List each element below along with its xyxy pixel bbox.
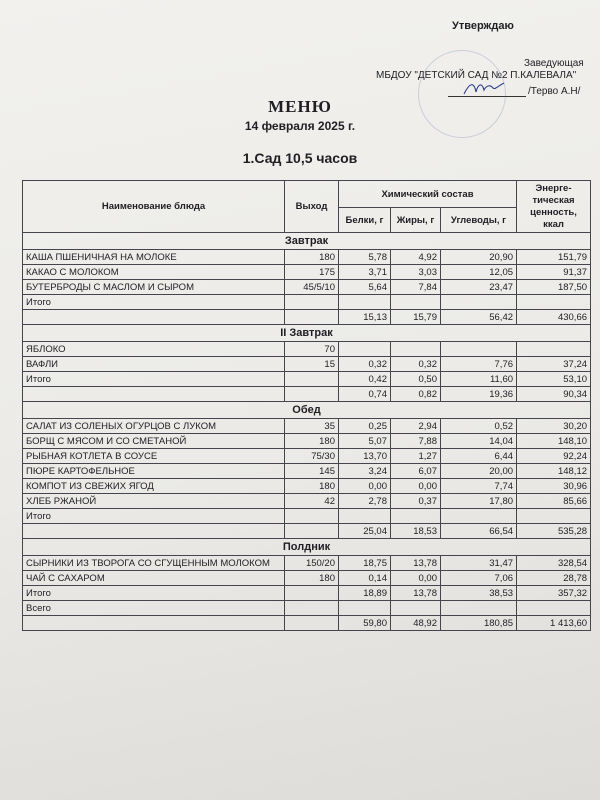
cell-protein [339, 509, 391, 524]
cell-yield [285, 372, 339, 387]
table-row [23, 524, 591, 539]
cell-fat: 0,32 [391, 357, 441, 372]
menu-date: 14 февраля 2025 г. [244, 119, 356, 133]
cell-carbs: 180,85 [441, 616, 517, 631]
cell-carbs [441, 601, 517, 616]
cell-fat: 0,00 [391, 571, 441, 586]
cell-yield: 42 [285, 494, 339, 509]
cell-carbs: 19,36 [441, 387, 517, 402]
cell-carbs: 38,53 [441, 586, 517, 601]
cell-energy: 90,34 [517, 387, 591, 402]
cell-energy: 92,24 [517, 449, 591, 464]
cell-yield: 145 [285, 464, 339, 479]
cell-carbs: 23,47 [441, 280, 517, 295]
column-header-chemical: Химический состав [339, 181, 517, 208]
cell-energy: 535,28 [517, 524, 591, 539]
table-row [23, 479, 591, 494]
cell-fat [391, 295, 441, 310]
cell-yield: 180 [285, 571, 339, 586]
cell-protein: 0,32 [339, 357, 391, 372]
approver-name: /Терво А.Н/ [528, 86, 581, 97]
cell-yield [285, 310, 339, 325]
section-title: Завтрак [23, 233, 591, 250]
cell-energy: 328,54 [517, 556, 591, 571]
cell-protein: 2,78 [339, 494, 391, 509]
menu-table-body [23, 233, 591, 631]
cell-dish-name: БОРЩ С МЯСОМ И СО СМЕТАНОЙ [23, 434, 285, 449]
table-row [23, 280, 591, 295]
table-row [23, 586, 591, 601]
cell-yield: 70 [285, 342, 339, 357]
menu-subtitle: 1.Сад 10,5 часов [242, 150, 358, 166]
cell-protein: 0,42 [339, 372, 391, 387]
table-row [23, 265, 591, 280]
cell-carbs: 20,90 [441, 250, 517, 265]
cell-yield: 180 [285, 434, 339, 449]
cell-fat: 7,84 [391, 280, 441, 295]
column-header-energy: Энерге-тическая ценность, ккал [517, 181, 591, 233]
cell-energy: 430,66 [517, 310, 591, 325]
table-row [23, 250, 591, 265]
cell-energy: 148,10 [517, 434, 591, 449]
section-title: Полдник [23, 539, 591, 556]
cell-carbs: 14,04 [441, 434, 517, 449]
section-header-row [23, 325, 591, 342]
cell-fat: 48,92 [391, 616, 441, 631]
cell-yield: 35 [285, 419, 339, 434]
cell-yield [285, 601, 339, 616]
cell-yield: 75/30 [285, 449, 339, 464]
table-row [23, 601, 591, 616]
column-header-carbs: Углеводы, г [441, 208, 517, 233]
cell-energy: 187,50 [517, 280, 591, 295]
cell-dish-name [23, 387, 285, 402]
table-row [23, 494, 591, 509]
cell-energy: 1 413,60 [517, 616, 591, 631]
section-header-row [23, 233, 591, 250]
cell-yield [285, 586, 339, 601]
table-row [23, 571, 591, 586]
cell-fat: 0,00 [391, 479, 441, 494]
cell-fat [391, 342, 441, 357]
cell-protein: 59,80 [339, 616, 391, 631]
cell-dish-name [23, 524, 285, 539]
cell-carbs: 20,00 [441, 464, 517, 479]
table-row [23, 310, 591, 325]
table-row [23, 419, 591, 434]
cell-protein: 0,00 [339, 479, 391, 494]
cell-protein: 15,13 [339, 310, 391, 325]
cell-dish-name: ПЮРЕ КАРТОФЕЛЬНОЕ [23, 464, 285, 479]
column-header-fat: Жиры, г [391, 208, 441, 233]
cell-dish-name: КАКАО С МОЛОКОМ [23, 265, 285, 280]
cell-carbs: 31,47 [441, 556, 517, 571]
table-row [23, 556, 591, 571]
cell-fat: 0,82 [391, 387, 441, 402]
page-title: МЕНЮ [268, 97, 332, 116]
cell-fat: 18,53 [391, 524, 441, 539]
table-row [23, 616, 591, 631]
cell-fat: 6,07 [391, 464, 441, 479]
cell-dish-name: Итого [23, 586, 285, 601]
column-header-yield: Выход [285, 181, 339, 233]
table-row [23, 342, 591, 357]
cell-dish-name: БУТЕРБРОДЫ С МАСЛОМ И СЫРОМ [23, 280, 285, 295]
cell-fat: 2,94 [391, 419, 441, 434]
cell-protein [339, 342, 391, 357]
cell-dish-name: КАША ПШЕНИЧНАЯ НА МОЛОКЕ [23, 250, 285, 265]
cell-energy [517, 601, 591, 616]
cell-energy: 28,78 [517, 571, 591, 586]
cell-fat: 1,27 [391, 449, 441, 464]
cell-protein: 0,25 [339, 419, 391, 434]
cell-fat: 13,78 [391, 586, 441, 601]
cell-yield: 150/20 [285, 556, 339, 571]
section-header-row [23, 539, 591, 556]
cell-yield: 180 [285, 250, 339, 265]
cell-dish-name: Всего [23, 601, 285, 616]
cell-yield [285, 616, 339, 631]
table-row [23, 372, 591, 387]
cell-protein: 25,04 [339, 524, 391, 539]
cell-yield [285, 295, 339, 310]
section-header-row [23, 402, 591, 419]
cell-yield: 45/5/10 [285, 280, 339, 295]
cell-dish-name [23, 310, 285, 325]
cell-yield [285, 509, 339, 524]
cell-yield [285, 387, 339, 402]
cell-dish-name: РЫБНАЯ КОТЛЕТА В СОУСЕ [23, 449, 285, 464]
cell-protein: 5,64 [339, 280, 391, 295]
cell-dish-name: ЯБЛОКО [23, 342, 285, 357]
column-header-dish: Наименование блюда [23, 181, 285, 233]
cell-carbs: 0,52 [441, 419, 517, 434]
cell-dish-name [23, 616, 285, 631]
cell-yield: 15 [285, 357, 339, 372]
cell-protein [339, 295, 391, 310]
cell-protein: 0,14 [339, 571, 391, 586]
cell-carbs [441, 295, 517, 310]
cell-energy: 91,37 [517, 265, 591, 280]
cell-carbs: 66,54 [441, 524, 517, 539]
cell-protein: 18,75 [339, 556, 391, 571]
cell-energy: 53,10 [517, 372, 591, 387]
cell-yield: 175 [285, 265, 339, 280]
section-title: Обед [23, 402, 591, 419]
cell-protein: 3,71 [339, 265, 391, 280]
cell-dish-name: ХЛЕБ РЖАНОЙ [23, 494, 285, 509]
cell-fat: 15,79 [391, 310, 441, 325]
cell-carbs: 17,80 [441, 494, 517, 509]
cell-fat: 4,92 [391, 250, 441, 265]
cell-fat: 0,50 [391, 372, 441, 387]
cell-carbs: 7,06 [441, 571, 517, 586]
cell-yield: 180 [285, 479, 339, 494]
cell-fat: 7,88 [391, 434, 441, 449]
cell-dish-name: СЫРНИКИ ИЗ ТВОРОГА СО СГУЩЕННЫМ МОЛОКОМ [23, 556, 285, 571]
cell-fat [391, 601, 441, 616]
cell-protein: 5,78 [339, 250, 391, 265]
cell-dish-name: Итого [23, 372, 285, 387]
cell-fat: 3,03 [391, 265, 441, 280]
cell-carbs: 12,05 [441, 265, 517, 280]
cell-energy: 148,12 [517, 464, 591, 479]
approver-position: Заведующая [524, 58, 584, 69]
cell-carbs: 56,42 [441, 310, 517, 325]
cell-protein: 13,70 [339, 449, 391, 464]
table-row [23, 434, 591, 449]
cell-energy: 151,79 [517, 250, 591, 265]
cell-energy: 37,24 [517, 357, 591, 372]
cell-yield [285, 524, 339, 539]
approval-caption: Утверждаю [452, 20, 514, 32]
organization-name: МБДОУ "ДЕТСКИЙ САД №2 П.КАЛЕВАЛА" [376, 70, 577, 81]
section-title: II Завтрак [23, 325, 591, 342]
cell-protein: 5,07 [339, 434, 391, 449]
cell-dish-name: КОМПОТ ИЗ СВЕЖИХ ЯГОД [23, 479, 285, 494]
cell-energy [517, 509, 591, 524]
cell-energy: 85,66 [517, 494, 591, 509]
cell-energy: 30,96 [517, 479, 591, 494]
table-row [23, 449, 591, 464]
cell-energy: 357,32 [517, 586, 591, 601]
cell-dish-name: ЧАЙ С САХАРОМ [23, 571, 285, 586]
cell-carbs: 6,44 [441, 449, 517, 464]
cell-protein: 3,24 [339, 464, 391, 479]
cell-energy [517, 342, 591, 357]
cell-carbs: 11,60 [441, 372, 517, 387]
cell-fat: 0,37 [391, 494, 441, 509]
cell-carbs: 7,76 [441, 357, 517, 372]
table-row [23, 387, 591, 402]
cell-dish-name: Итого [23, 295, 285, 310]
column-header-protein: Белки, г [339, 208, 391, 233]
cell-energy: 30,20 [517, 419, 591, 434]
cell-dish-name: ВАФЛИ [23, 357, 285, 372]
cell-carbs [441, 509, 517, 524]
menu-table [22, 180, 591, 631]
cell-carbs: 7,74 [441, 479, 517, 494]
table-row [23, 357, 591, 372]
cell-fat [391, 509, 441, 524]
cell-dish-name: САЛАТ ИЗ СОЛЕНЫХ ОГУРЦОВ С ЛУКОМ [23, 419, 285, 434]
cell-carbs [441, 342, 517, 357]
cell-protein: 18,89 [339, 586, 391, 601]
table-row [23, 509, 591, 524]
cell-dish-name: Итого [23, 509, 285, 524]
table-row [23, 295, 591, 310]
table-row [23, 464, 591, 479]
cell-protein [339, 601, 391, 616]
cell-energy [517, 295, 591, 310]
cell-fat: 13,78 [391, 556, 441, 571]
cell-protein: 0,74 [339, 387, 391, 402]
